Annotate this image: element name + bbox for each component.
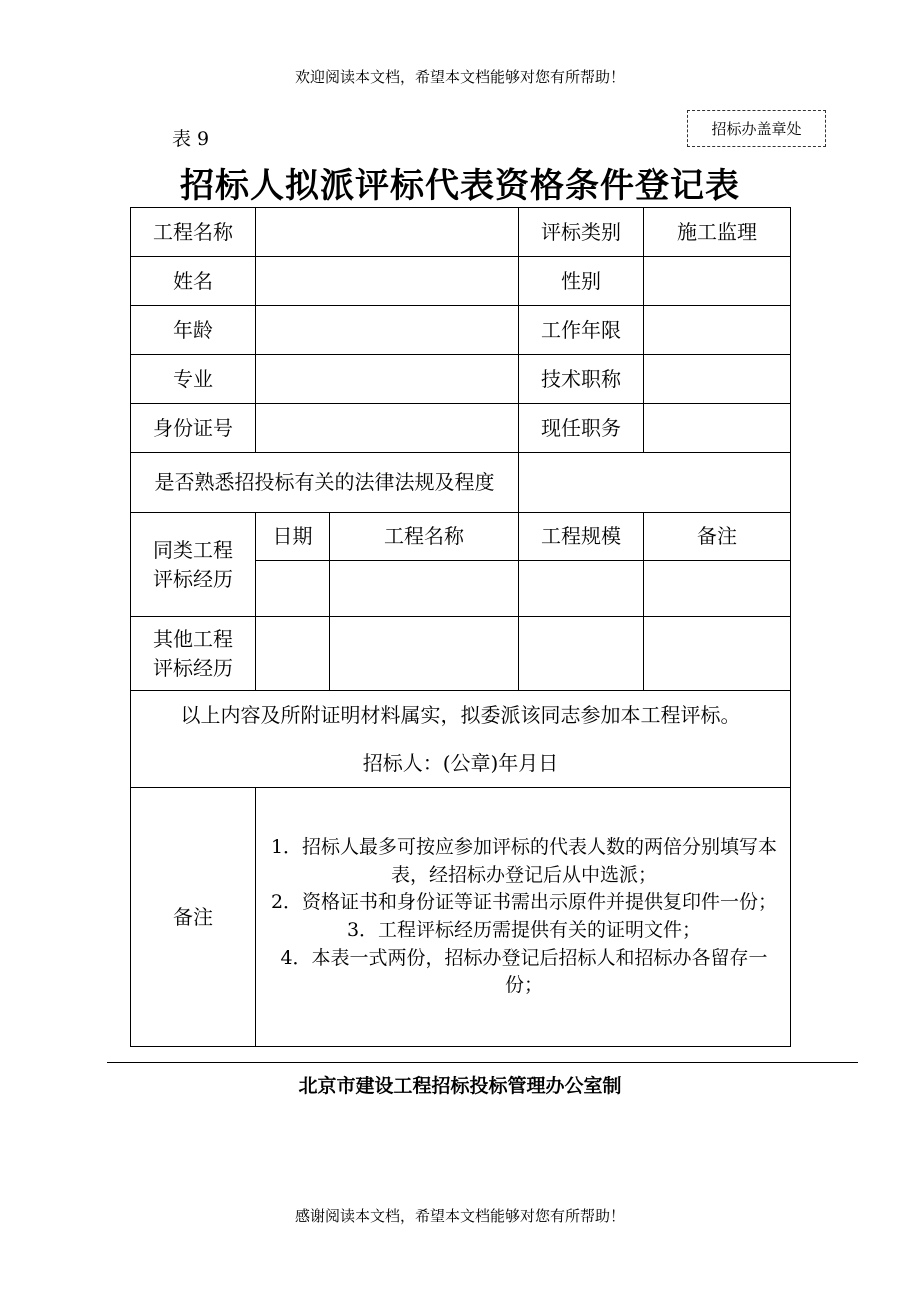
gender-label: 性别 <box>519 257 644 306</box>
law-familiarity-field[interactable] <box>519 453 791 513</box>
major-field[interactable] <box>256 355 519 404</box>
similar-exp-remark[interactable] <box>644 561 791 617</box>
notes-list <box>256 788 791 1047</box>
exp-col-remark: 备注 <box>644 513 791 561</box>
registration-form <box>130 207 791 1047</box>
major-label: 专业 <box>131 355 256 404</box>
similar-exp-project[interactable] <box>330 561 519 617</box>
declaration-cell <box>131 691 791 788</box>
other-exp-date[interactable] <box>256 617 330 691</box>
name-field[interactable] <box>256 257 519 306</box>
exp-col-date: 日期 <box>256 513 330 561</box>
note-item: 3．工程评标经历需提供有关的证明文件； <box>346 919 702 941</box>
age-label: 年龄 <box>131 306 256 355</box>
law-familiarity-label: 是否熟悉招投标有关的法律法规及程度 <box>131 453 519 513</box>
note-item: 1．招标人最多可按应参加评标的代表人数的两倍分别填写本表，经招标办登记后从中选派； <box>270 836 778 886</box>
stamp-box: 招标办盖章处 <box>687 110 826 147</box>
row-notes <box>131 788 791 1047</box>
footer-divider <box>107 1062 858 1063</box>
project-name-label: 工程名称 <box>131 208 256 257</box>
signature-line: 招标人：(公章)年月日 <box>362 751 559 775</box>
page-header-note: 欢迎阅读本文档，希望本文档能够对您有所帮助！ <box>294 68 625 86</box>
similar-exp-scale[interactable] <box>519 561 644 617</box>
position-field[interactable] <box>644 404 791 453</box>
other-exp-project[interactable] <box>330 617 519 691</box>
row-age <box>131 306 791 355</box>
work-years-label: 工作年限 <box>519 306 644 355</box>
issuing-office: 北京市建设工程招标投标管理办公室制 <box>298 1075 622 1097</box>
declaration-text: 以上内容及所附证明材料属实，拟委派该同志参加本工程评标。 <box>180 703 741 727</box>
id-number-field[interactable] <box>256 404 519 453</box>
row-other-exp <box>131 617 791 691</box>
row-name <box>131 257 791 306</box>
category-label: 评标类别 <box>519 208 644 257</box>
row-declaration <box>131 691 791 788</box>
row-similar-exp-header <box>131 513 791 561</box>
similar-exp-label-text: 同类工程评标经历 <box>153 537 233 591</box>
work-years-field[interactable] <box>644 306 791 355</box>
tech-title-field[interactable] <box>644 355 791 404</box>
exp-col-scale: 工程规模 <box>519 513 644 561</box>
tech-title-label: 技术职称 <box>519 355 644 404</box>
id-number-label: 身份证号 <box>131 404 256 453</box>
other-exp-remark[interactable] <box>644 617 791 691</box>
age-field[interactable] <box>256 306 519 355</box>
other-exp-label <box>131 617 256 691</box>
position-label: 现任职务 <box>519 404 644 453</box>
other-exp-label-text: 其他工程评标经历 <box>153 626 233 680</box>
row-id <box>131 404 791 453</box>
exp-col-project: 工程名称 <box>330 513 519 561</box>
form-title: 招标人拟派评标代表资格条件登记表 <box>180 166 740 206</box>
name-label: 姓名 <box>131 257 256 306</box>
notes-label: 备注 <box>131 788 256 1047</box>
note-item: 4．本表一式两份，招标办登记后招标人和招标办各留存一份； <box>280 946 768 997</box>
row-project <box>131 208 791 257</box>
row-law <box>131 453 791 513</box>
other-exp-scale[interactable] <box>519 617 644 691</box>
table-number: 表 9 <box>172 128 210 150</box>
category-value[interactable]: 施工监理 <box>644 208 791 257</box>
project-name-field[interactable] <box>256 208 519 257</box>
row-major <box>131 355 791 404</box>
similar-exp-date[interactable] <box>256 561 330 617</box>
gender-field[interactable] <box>644 257 791 306</box>
page-footer-note: 感谢阅读本文档，希望本文档能够对您有所帮助！ <box>294 1207 625 1225</box>
similar-exp-label <box>131 513 256 617</box>
note-item: 2．资格证书和身份证等证书需出示原件并提供复印件一份； <box>270 891 778 914</box>
